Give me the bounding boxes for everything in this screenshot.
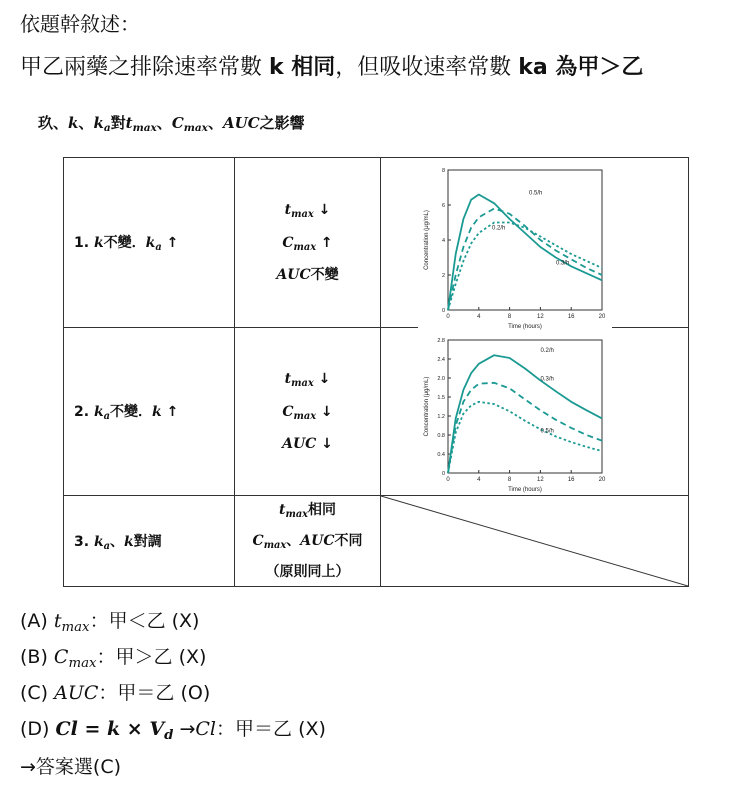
x-tick-label: 0 bbox=[446, 314, 450, 320]
auc-change: ↓ bbox=[316, 436, 333, 453]
tmax-sub: max bbox=[291, 377, 314, 389]
rule-note: （原則同上） bbox=[265, 563, 350, 580]
series-line-02h bbox=[448, 355, 602, 473]
tmax-symbol: t bbox=[278, 502, 286, 519]
question-stem bbox=[20, 50, 643, 81]
answer-a bbox=[20, 606, 199, 635]
x-tick-label: 0 bbox=[446, 477, 450, 483]
answer-text: ：甲＝乙 bbox=[98, 682, 175, 704]
cmax-symbol: C bbox=[252, 533, 264, 549]
tmax-change: ↓ bbox=[313, 370, 331, 387]
answer-var: AUC bbox=[54, 682, 99, 704]
case-var: k bbox=[145, 235, 156, 252]
cmax-sub: max bbox=[293, 410, 317, 422]
answer-text: ：甲＝乙 bbox=[216, 718, 293, 740]
section-ka: k bbox=[93, 114, 104, 132]
section-ka-sub: a bbox=[103, 122, 111, 135]
formula-eq: = bbox=[77, 718, 108, 740]
answer-text: ：甲＜乙 bbox=[89, 610, 166, 632]
case-number: 1. bbox=[74, 235, 90, 252]
tmax-sub: max bbox=[291, 208, 314, 220]
cmax-auc-effect bbox=[235, 528, 380, 559]
chart-ka-increase bbox=[418, 160, 612, 332]
answer-c bbox=[20, 678, 210, 705]
cmax-auc-change: 不同 bbox=[334, 533, 363, 549]
cmax-change: ↑ bbox=[316, 234, 333, 251]
answer-b bbox=[20, 642, 206, 671]
up-arrow-icon: ↑ bbox=[166, 235, 179, 252]
plot-ka-increase bbox=[418, 160, 612, 332]
y-tick-label: 1.5 bbox=[437, 395, 445, 401]
case-var: k bbox=[93, 235, 104, 252]
answer-label: (C) bbox=[20, 682, 49, 704]
auc-effect bbox=[235, 261, 380, 289]
answer-label: (D) bbox=[20, 718, 50, 740]
x-tick-label: 20 bbox=[598, 477, 606, 483]
formula-v-sub: d bbox=[164, 727, 174, 743]
auc-symbol: AUC bbox=[282, 436, 317, 453]
case-text: 不變． bbox=[103, 235, 146, 252]
section-to: 對 bbox=[110, 114, 126, 132]
answer-var: t bbox=[53, 610, 62, 632]
series-line-02h bbox=[448, 209, 602, 311]
x-tick-label: 16 bbox=[567, 477, 575, 483]
section-title bbox=[38, 112, 305, 134]
answer-var-sub: max bbox=[61, 619, 90, 635]
series-label: 0.2/h bbox=[540, 347, 554, 354]
series-line-05h bbox=[448, 402, 602, 473]
y-tick-label: 2.0 bbox=[437, 376, 445, 382]
case-sep: 、 bbox=[110, 533, 124, 550]
plot-frame bbox=[448, 170, 602, 310]
case-var: k bbox=[93, 533, 104, 550]
stem-bold-ka: ka 為甲＞乙 bbox=[518, 55, 644, 80]
formula-k: k bbox=[107, 718, 121, 740]
auc-symbol: AUC bbox=[276, 267, 311, 284]
section-k: k bbox=[68, 114, 79, 132]
x-tick-label: 4 bbox=[477, 314, 481, 320]
y-axis-label: Concentration (μg/mL) bbox=[424, 210, 430, 270]
stem-bold-k: k 相同 bbox=[269, 55, 336, 80]
cmax-effect bbox=[235, 398, 380, 431]
x-axis-label: Time (hours) bbox=[508, 487, 542, 493]
case-var: k bbox=[124, 533, 134, 550]
diagonal-line bbox=[381, 496, 688, 586]
answer-mark: (O) bbox=[180, 682, 211, 704]
up-arrow-icon: ↑ bbox=[166, 404, 179, 421]
formula-cl: Cl bbox=[55, 718, 78, 740]
question-label: 依題幹敘述： bbox=[20, 12, 140, 36]
tmax-symbol: t bbox=[284, 201, 292, 218]
y-tick-label: 2.8 bbox=[437, 338, 445, 344]
effect-cell bbox=[235, 158, 381, 328]
effect-cell bbox=[235, 328, 381, 496]
answer-var-sub: max bbox=[68, 655, 97, 671]
answer-label: (B) bbox=[20, 646, 48, 668]
stem-middle: ，但吸收速率常數 bbox=[335, 55, 519, 80]
answer-text: ：甲＞乙 bbox=[96, 646, 173, 668]
section-sep: 、 bbox=[78, 114, 94, 132]
series-label: 0.5/h bbox=[540, 428, 554, 435]
case-number: 3. bbox=[74, 533, 90, 550]
cmax-sub: max bbox=[293, 241, 317, 253]
section-suffix: 之影響 bbox=[259, 114, 305, 132]
tmax-sub: max bbox=[285, 509, 309, 520]
y-tick-label: 0.4 bbox=[437, 452, 445, 458]
x-tick-label: 12 bbox=[537, 314, 544, 320]
series-label: 0.3/h bbox=[555, 260, 570, 267]
answer-d bbox=[20, 714, 326, 743]
y-tick-label: 0 bbox=[441, 308, 445, 314]
plot-k-increase bbox=[418, 330, 612, 495]
case-var: k bbox=[152, 404, 162, 421]
case-cell bbox=[64, 328, 235, 496]
answer-var: C bbox=[53, 646, 69, 668]
case-cell bbox=[64, 158, 235, 328]
section-tmax-sub: max bbox=[132, 122, 157, 135]
y-tick-label: 6 bbox=[441, 203, 445, 209]
x-tick-label: 8 bbox=[507, 477, 512, 483]
effect-cell bbox=[235, 496, 381, 587]
series-line-05h bbox=[448, 195, 602, 311]
right-arrow-icon: → bbox=[179, 718, 196, 740]
series-label: 0.2/h bbox=[492, 225, 506, 232]
case-number: 2. bbox=[74, 404, 90, 421]
y-tick-label: 8 bbox=[441, 168, 445, 174]
section-cmax-sub: max bbox=[183, 122, 208, 135]
y-tick-label: 4 bbox=[441, 238, 445, 244]
chart-k-increase bbox=[418, 330, 612, 495]
answer-mark: (X) bbox=[171, 610, 200, 632]
answer-mark: (X) bbox=[298, 718, 326, 740]
stem-prefix: 甲乙兩藥之排除速率常數 bbox=[20, 55, 269, 80]
formula-times: × bbox=[120, 718, 150, 740]
auc-symbol: AUC bbox=[300, 533, 335, 549]
cmax-sep: 、 bbox=[286, 533, 301, 549]
conclusion: →答案選(C) bbox=[20, 756, 122, 778]
cmax-change: ↓ bbox=[316, 403, 333, 420]
section-sep: 、 bbox=[207, 114, 223, 132]
x-tick-label: 12 bbox=[537, 477, 544, 483]
answer-label: (A) bbox=[20, 610, 48, 632]
cmax-sub: max bbox=[263, 539, 287, 551]
y-tick-label: 1.2 bbox=[437, 414, 445, 420]
auc-change: 不變 bbox=[310, 267, 339, 284]
series-line-03h bbox=[448, 383, 602, 473]
x-tick-label: 8 bbox=[507, 314, 512, 320]
section-sep: 、 bbox=[156, 114, 172, 132]
auc-effect bbox=[235, 430, 380, 458]
tmax-effect bbox=[235, 365, 380, 398]
plot-cell bbox=[381, 496, 689, 587]
case-cell bbox=[64, 496, 235, 587]
case-var-sub: a bbox=[155, 241, 162, 253]
section-auc: AUC bbox=[222, 114, 260, 132]
case-var-sub: a bbox=[103, 410, 110, 422]
section-prefix: 玖、 bbox=[38, 114, 69, 132]
table-row bbox=[64, 496, 689, 587]
x-tick-label: 16 bbox=[567, 314, 575, 320]
series-label: 0.5/h bbox=[529, 190, 543, 197]
y-tick-label: 0.8 bbox=[437, 433, 445, 439]
tmax-effect bbox=[235, 497, 380, 528]
x-tick-label: 20 bbox=[598, 314, 606, 320]
y-tick-label: 2.4 bbox=[437, 357, 445, 363]
series-label: 0.3/h bbox=[540, 376, 554, 383]
case-text: 對調 bbox=[133, 533, 162, 550]
formula-v: V bbox=[149, 718, 165, 740]
y-tick-label: 0 bbox=[441, 471, 445, 477]
tmax-change: ↓ bbox=[313, 201, 331, 218]
x-axis-label: Time (hours) bbox=[508, 324, 542, 330]
y-axis-label: Concentration (μg/mL) bbox=[424, 376, 430, 437]
x-tick-label: 4 bbox=[477, 477, 481, 483]
tmax-effect bbox=[235, 196, 380, 229]
tmax-symbol: t bbox=[284, 370, 292, 387]
tmax-change: 相同 bbox=[308, 502, 337, 519]
answer-var: Cl bbox=[195, 718, 216, 740]
section-tmax: t bbox=[125, 114, 133, 132]
cmax-effect bbox=[235, 229, 380, 262]
y-tick-label: 2 bbox=[441, 273, 445, 279]
case-var-sub: a bbox=[103, 540, 110, 552]
cmax-symbol: C bbox=[282, 234, 294, 251]
case-text: 不變． bbox=[110, 404, 152, 421]
series-line-03h bbox=[448, 223, 602, 311]
cmax-symbol: C bbox=[282, 403, 294, 420]
section-cmax: C bbox=[171, 114, 184, 132]
answer-mark: (X) bbox=[178, 646, 207, 668]
case-var: k bbox=[93, 404, 104, 421]
